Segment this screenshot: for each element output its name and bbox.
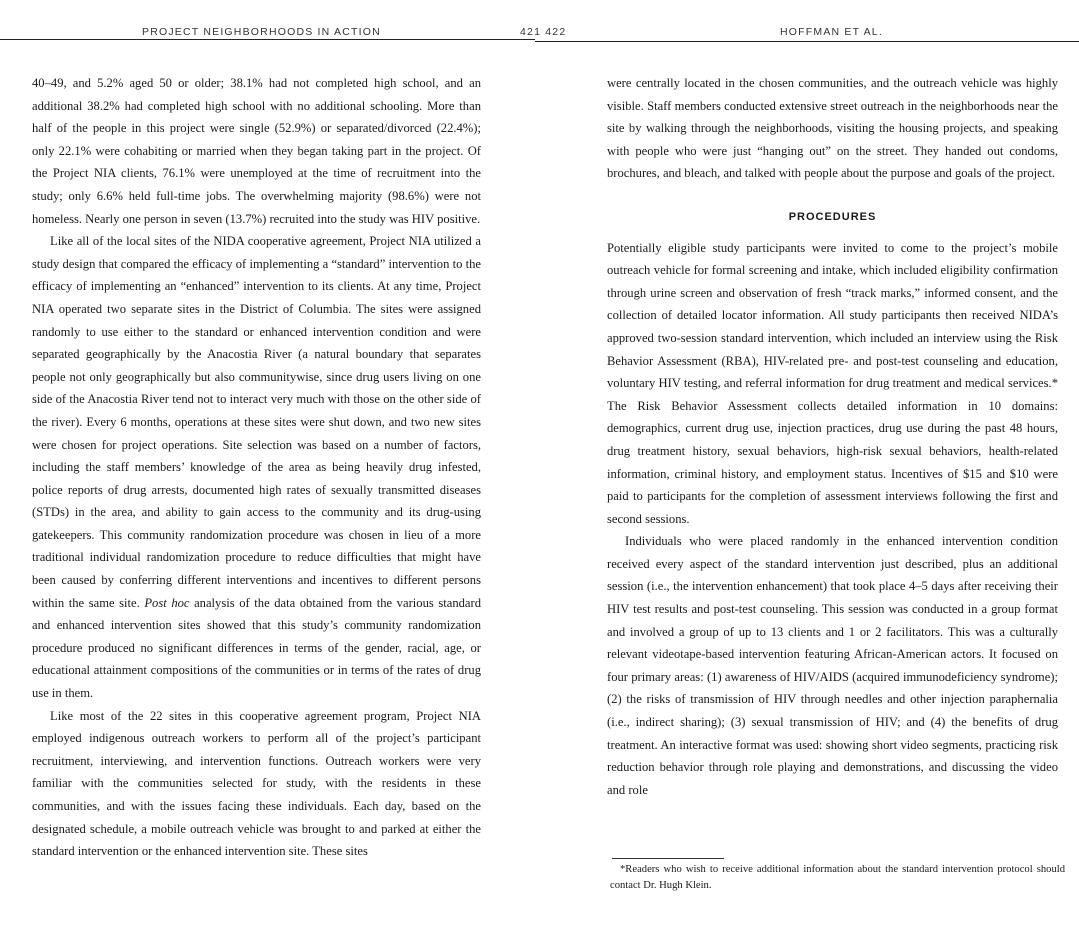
footnote: *Readers who wish to receive additional information about the standard intervention protocol should contact Dr. Hugh Klein. <box>610 864 1065 891</box>
section-heading: PROCEDURES <box>788 210 877 223</box>
paragraph: 40–49, and 5.2% aged 50 or older; 38.1% had not completed high school, and an additional 38.2% had completed high school with no additional schooling. More than half of the people in this project were single (52.9%) or separated/divorced (22.4%); only 22.1% were cohabiting or married when they began taking part in the project. Of the Project NIA clients, 76.1% were unemployed at the time of recruitment into the study; only 6.6% held full-time jobs. The overwhelming majority (98.6%) were not homeless. Nearly one person in seven (13.7%) recruited into the study was HIV positive. <box>32 76 481 226</box>
footnote-rule <box>612 858 724 859</box>
running-header-right: HOFFMAN ET AL. <box>780 26 883 38</box>
left-column <box>32 72 481 863</box>
paragraph: Like most of the 22 sites in this cooperative agreement program, Project NIA employed indigenous outreach workers to perform all of the project’s participant recruitment, interviewing, and intervention functions. Outreach workers were very familiar with the communities selected for study, with the residents in these communities, and with the issues facing these individuals. Each day, based on the designated schedule, a mobile outreach vehicle was brought to and parked at either the standard intervention or the enhanced intervention site. These sites <box>32 708 481 859</box>
page-numbers: 421 422 <box>520 26 567 38</box>
header-rule-left <box>0 39 535 40</box>
paragraph: Like all of the local sites of the NIDA cooperative agreement, Project NIA utilized a study design that compared the efficacy of implementing a “standard” intervention to the efficacy of implementing an “enhanced” intervention to its clients. At any time, Project NIA operated two separate sites in the District of Columbia. The sites were assigned randomly to use either to the standard or enhanced intervention condition and were separated geographically by the Anacostia River (a natural boundary that separates people not only geographically but also communitywise, since drug users living on one side of the Anacostia River tend not to interact very much with those on the other side of the river). Every 6 months, operations at these sites were shut down, and two new sites were chosen for project operations. Site selection was based on a number of factors, including the staff members’ knowledge of the area as being heavily drug infested, police reports of drug arrests, documented high rates of sexually transmitted diseases (STDs) in the area, and ability to gain access to the community and its drug-using gatekeepers. This community randomization procedure was chosen in lieu of a more traditional individual randomization procedure to reduce difficulties that might have been caused by conferring different interventions and incentives to different persons within the same site. Post hoc analysis of the data obtained from the various standard and enhanced intervention sites showed that this study’s community randomization procedure produced no significant differences in terms of the gender, racial, age, or educational attainment compositions of the communities or in terms of the rates of drug use in them. <box>32 234 481 701</box>
paragraph: were centrally located in the chosen communities, and the outreach vehicle was highly visible. Staff members conducted extensive street outreach in the neighborhoods near the site by walking through the neighborhoods, visiting the housing projects, and speaking with people who were just “hanging out” on the street. They handed out condoms, brochures, and bleach, and talked with people about the purpose and goals of the project. <box>607 76 1058 181</box>
header-rule-right <box>535 41 1079 42</box>
paragraph: Potentially eligible study participants were invited to come to the project’s mobile outreach vehicle for formal screening and intake, which included eligibility confirmation through urine screen and observation of fresh “track marks,” informed consent, and the collection of detailed locator information. All study participants then received NIDA’s approved two-session standard intervention, which included an interview using the Risk Behavior Assessment (RBA), HIV-related pre- and post-test counseling and education, voluntary HIV testing, and referral information for drug treatment and medical services.* The Risk Behavior Assessment collects detailed information in 10 domains: demographics, current drug use, injection practices, drug use during the past 48 hours, drug treatment history, sexual behaviors, high-risk sexual behaviors, health-related information, criminal history, and employment status. Incentives of $15 and $10 were paid to participants for the completion of assessment interviews following the first and second sessions. <box>607 240 1058 526</box>
paragraph: Individuals who were placed randomly in the enhanced intervention condition received every aspect of the standard intervention just described, plus an additional session (i.e., the intervention enhancement) that took place 4–5 days after receiving their HIV test results and post-test counseling. This session was conducted in a group format and involved a group of up to 13 clients and 1 or 2 facilitators. This was a culturally relevant videotape-based intervention featuring African-American actors. It focused on four primary areas: (1) awareness of HIV/AIDS (acquired immunodeficiency syndrome); (2) the risks of transmission of HIV through needles and other injection paraphernalia (i.e., indirect sharing); (3) sexual transmission of HIV; and (4) the benefits of drug treatment. An interactive format was used: showing short video segments, practicing risk reduction behavior through role playing and demonstrations, and discussing the video and role <box>607 534 1058 797</box>
running-header-left: PROJECT NEIGHBORHOODS IN ACTION <box>142 26 381 38</box>
italic-term: Post hoc <box>144 595 190 610</box>
right-column <box>607 72 1058 801</box>
